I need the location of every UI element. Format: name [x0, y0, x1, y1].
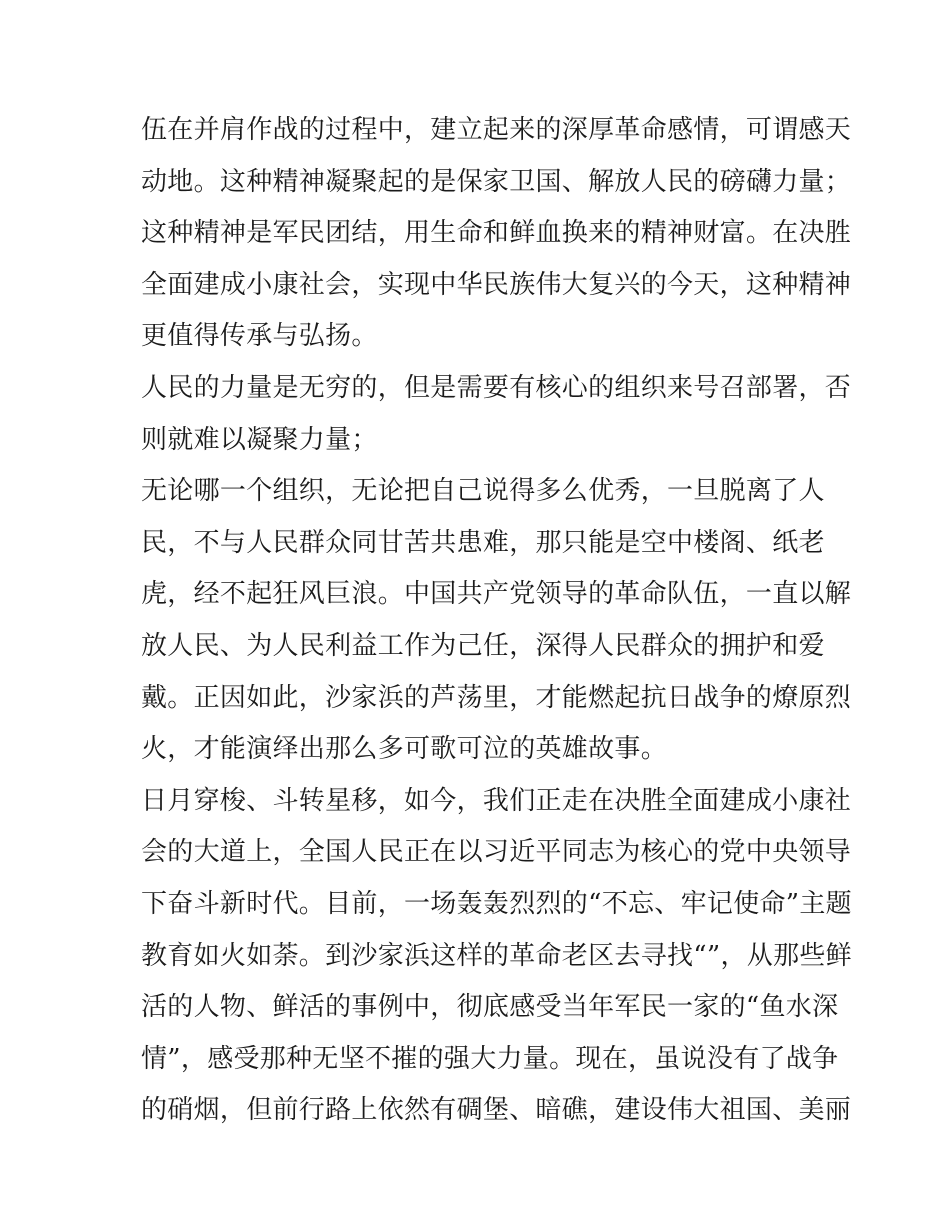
text-line: 教育如火如荼。到沙家浜这样的革命老区去寻找“”，从那些鲜 — [141, 940, 852, 971]
text-line: 这种精神是军民团结，用生命和鲜血换来的精神财富。在决胜 — [141, 218, 852, 249]
text-line: 的硝烟，但前行路上依然有碉堡、暗礁，建设伟大祖国、美丽 — [141, 1095, 852, 1126]
text-line: 则就难以凝聚力量； — [141, 424, 378, 455]
text-line: 更值得传承与弘扬。 — [141, 321, 378, 352]
text-line: 下奋斗新时代。目前，一场轰轰烈烈的“不忘、牢记使命”主题 — [141, 888, 852, 919]
text-line: 人民的力量是无穷的，但是需要有核心的组织来号召部署，否 — [141, 372, 852, 403]
text-line: 活的人物、鲜活的事例中，彻底感受当年军民一家的“鱼水深 — [141, 992, 839, 1023]
text-line: 戴。正因如此，沙家浜的芦荡里，才能燃起抗日战争的燎原烈 — [141, 682, 852, 713]
text-line: 火，才能演绎出那么多可歌可泣的英雄故事。 — [141, 734, 668, 765]
text-line: 日月穿梭、斗转星移，如今，我们正走在决胜全面建成小康社 — [141, 785, 852, 816]
document-body — [141, 105, 852, 1137]
text-line: 虎，经不起狂风巨浪。中国共产党领导的革命队伍，一直以解 — [141, 579, 852, 610]
text-line: 伍在并肩作战的过程中，建立起来的深厚革命感情，可谓感天 — [141, 115, 852, 145]
text-line: 动地。这种精神凝聚起的是保家卫国、解放人民的磅礴力量； — [141, 166, 852, 197]
text-line: 情”，感受那种无坚不摧的强大力量。现在，虽说没有了战争 — [141, 1043, 839, 1074]
text-line: 放人民、为人民利益工作为己任，深得人民群众的拥护和爱 — [141, 630, 825, 661]
text-line: 民，不与人民群众同甘苦共患难，那只能是空中楼阁、纸老 — [141, 527, 825, 558]
text-line: 会的大道上，全国人民正在以习近平同志为核心的党中央领导 — [141, 837, 852, 868]
text-line: 无论哪一个组织，无论把自己说得多么优秀，一旦脱离了人 — [141, 476, 825, 507]
text-line: 全面建成小康社会，实现中华民族伟大复兴的今天，这种精神 — [141, 269, 852, 300]
